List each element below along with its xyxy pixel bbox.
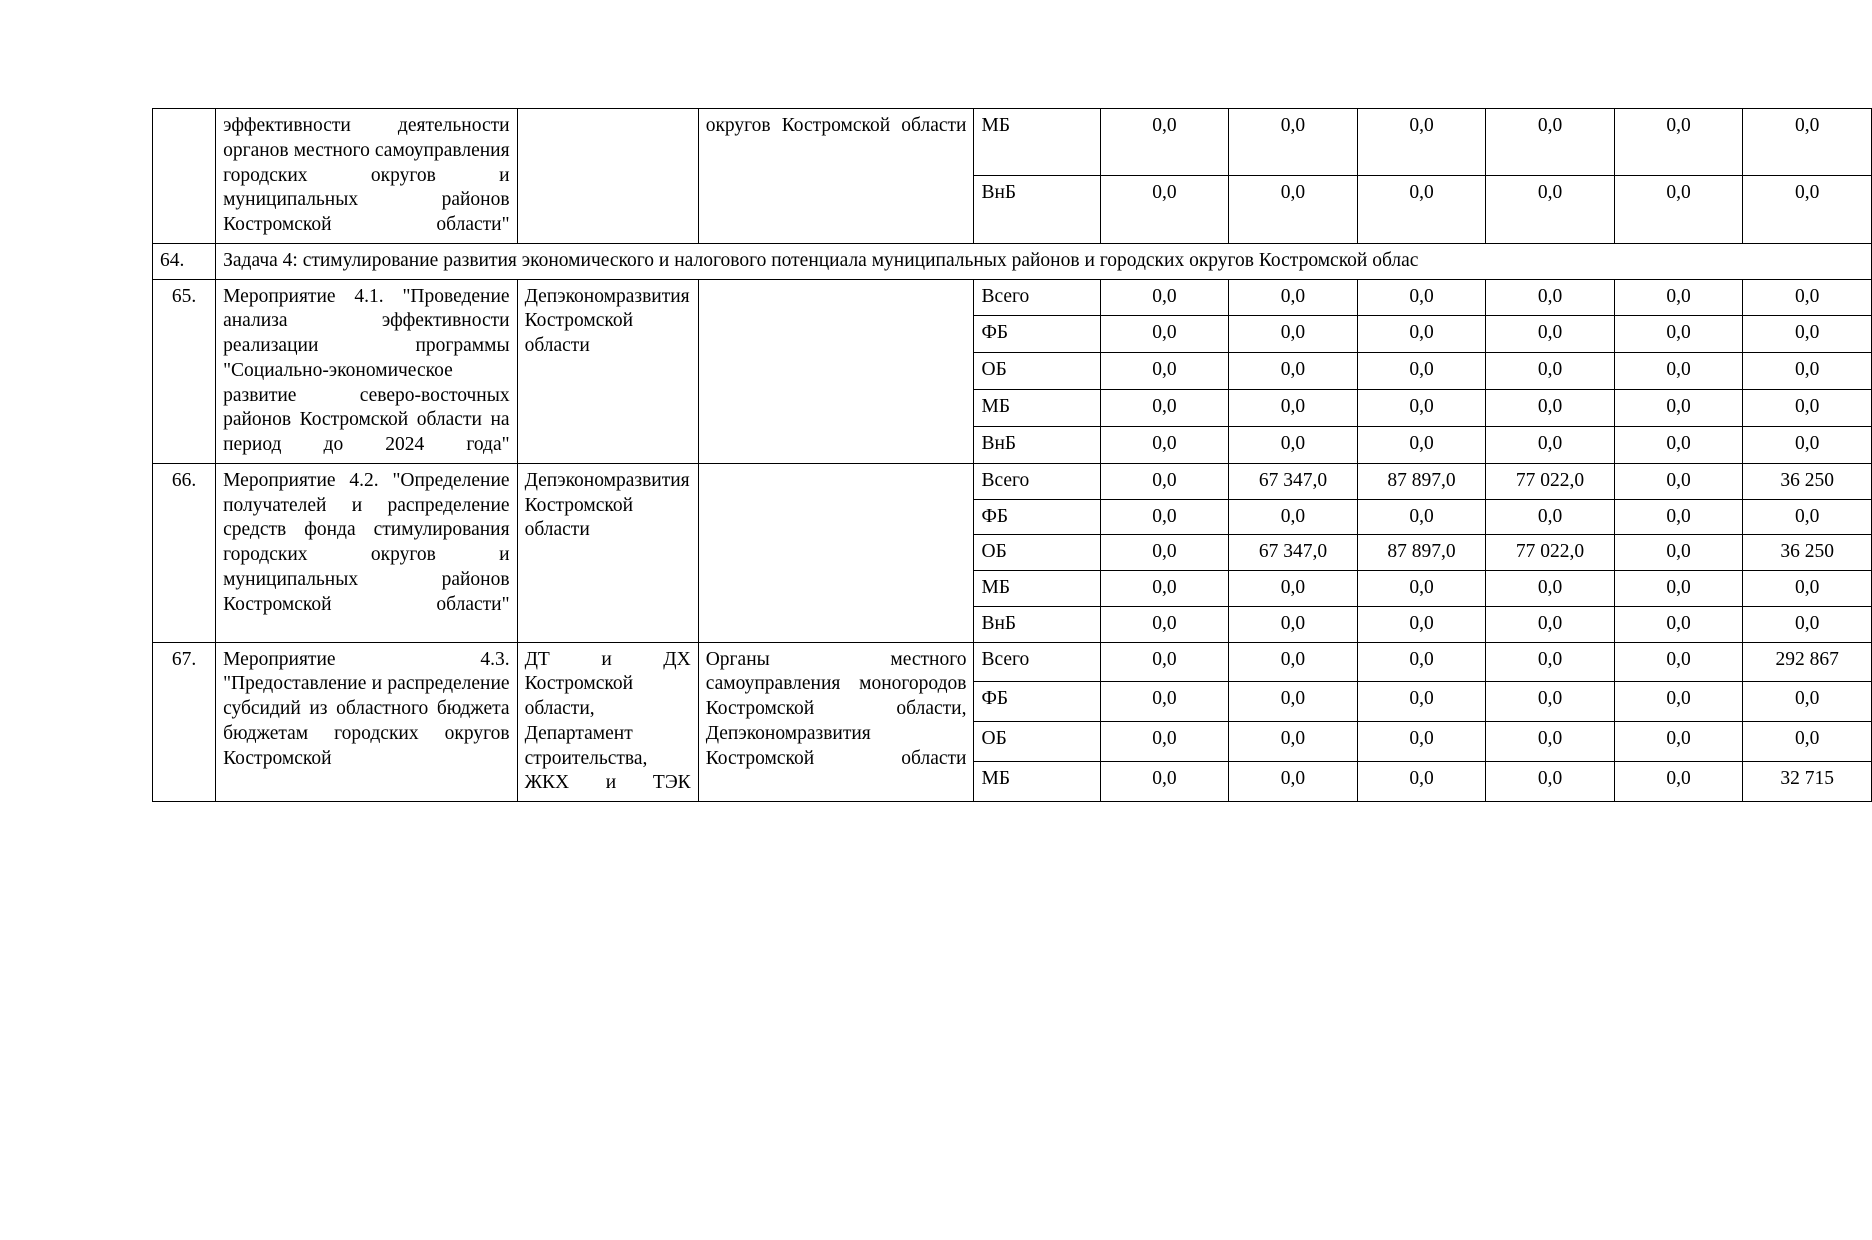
value-cell: 0,0 xyxy=(1229,571,1358,607)
value-cell: 0,0 xyxy=(1229,722,1358,762)
value-cell: 0,0 xyxy=(1100,316,1229,353)
value-cell: 87 897,0 xyxy=(1357,535,1486,571)
value-cell: 0,0 xyxy=(1486,390,1615,427)
value-cell: 67 347,0 xyxy=(1229,463,1358,499)
value-cell: 0,0 xyxy=(1357,762,1486,802)
value-cell: 0,0 xyxy=(1100,109,1229,176)
value-cell: 0,0 xyxy=(1100,535,1229,571)
row-number: 66. xyxy=(153,463,216,642)
value-cell: 0,0 xyxy=(1614,571,1743,607)
value-cell: 0,0 xyxy=(1229,316,1358,353)
value-cell: 0,0 xyxy=(1614,499,1743,535)
value-cell: 36 250 xyxy=(1743,535,1872,571)
value-cell: 0,0 xyxy=(1357,426,1486,463)
value-cell: 0,0 xyxy=(1614,176,1743,243)
value-cell: 0,0 xyxy=(1743,390,1872,427)
value-cell: 0,0 xyxy=(1357,571,1486,607)
table-row xyxy=(153,109,1872,176)
value-cell: 0,0 xyxy=(1357,722,1486,762)
value-cell: 0,0 xyxy=(1100,463,1229,499)
value-cell: 0,0 xyxy=(1614,682,1743,722)
funding-source: ФБ xyxy=(974,316,1100,353)
value-cell: 0,0 xyxy=(1100,762,1229,802)
value-cell: 0,0 xyxy=(1229,682,1358,722)
executor xyxy=(517,109,698,244)
value-cell: 0,0 xyxy=(1229,279,1358,316)
value-cell: 77 022,0 xyxy=(1486,463,1615,499)
value-cell: 0,0 xyxy=(1100,390,1229,427)
value-cell: 0,0 xyxy=(1100,353,1229,390)
value-cell: 0,0 xyxy=(1743,279,1872,316)
funding-source: МБ xyxy=(974,571,1100,607)
value-cell: 0,0 xyxy=(1486,109,1615,176)
value-cell: 0,0 xyxy=(1614,316,1743,353)
value-cell: 0,0 xyxy=(1743,316,1872,353)
value-cell: 0,0 xyxy=(1357,390,1486,427)
table-body xyxy=(153,109,1872,802)
executor: Депэкономразвития Костромской области xyxy=(517,279,698,463)
funding-source: ОБ xyxy=(974,353,1100,390)
funding-source: Всего xyxy=(974,642,1100,682)
value-cell: 0,0 xyxy=(1486,682,1615,722)
value-cell: 0,0 xyxy=(1229,390,1358,427)
value-cell: 0,0 xyxy=(1486,499,1615,535)
funding-source: ВнБ xyxy=(974,606,1100,642)
value-cell: 0,0 xyxy=(1100,571,1229,607)
value-cell: 0,0 xyxy=(1614,109,1743,176)
measure-name: эффективности деятельности органов местного самоуправления городских округов и муниципальных районов Костромской области" xyxy=(216,109,517,244)
value-cell: 0,0 xyxy=(1357,316,1486,353)
funding-source: ФБ xyxy=(974,499,1100,535)
value-cell: 0,0 xyxy=(1486,642,1615,682)
value-cell: 0,0 xyxy=(1357,353,1486,390)
value-cell: 0,0 xyxy=(1229,426,1358,463)
value-cell: 0,0 xyxy=(1486,353,1615,390)
value-cell: 0,0 xyxy=(1614,279,1743,316)
value-cell: 0,0 xyxy=(1614,463,1743,499)
participant xyxy=(698,279,974,463)
value-cell: 0,0 xyxy=(1614,390,1743,427)
funding-source: ОБ xyxy=(974,535,1100,571)
funding-source: Всего xyxy=(974,463,1100,499)
value-cell: 0,0 xyxy=(1486,316,1615,353)
value-cell: 0,0 xyxy=(1100,279,1229,316)
value-cell: 0,0 xyxy=(1357,109,1486,176)
value-cell: 0,0 xyxy=(1614,722,1743,762)
row-number: 65. xyxy=(153,279,216,463)
row-number: 67. xyxy=(153,642,216,802)
value-cell: 0,0 xyxy=(1100,499,1229,535)
value-cell: 0,0 xyxy=(1743,722,1872,762)
value-cell: 0,0 xyxy=(1614,762,1743,802)
task-text: Задача 4: стимулирование развития экономического и налогового потенциала муниципальных районов и городских округов Костромской облас xyxy=(216,243,1872,279)
row-number: 64. xyxy=(153,243,216,279)
measure-name: Мероприятие 4.1. "Проведение анализа эффективности реализации программы "Социально-экономическое развитие северо-восточных районов Костромской области на период до 2024 года" xyxy=(216,279,517,463)
funding-source: МБ xyxy=(974,762,1100,802)
value-cell: 0,0 xyxy=(1357,176,1486,243)
value-cell: 0,0 xyxy=(1743,109,1872,176)
value-cell: 0,0 xyxy=(1743,176,1872,243)
value-cell: 0,0 xyxy=(1614,535,1743,571)
value-cell: 77 022,0 xyxy=(1486,535,1615,571)
value-cell: 32 715 xyxy=(1743,762,1872,802)
value-cell: 292 867 xyxy=(1743,642,1872,682)
value-cell: 0,0 xyxy=(1357,606,1486,642)
value-cell: 0,0 xyxy=(1743,682,1872,722)
value-cell: 0,0 xyxy=(1486,279,1615,316)
value-cell: 87 897,0 xyxy=(1357,463,1486,499)
participant xyxy=(698,463,974,642)
value-cell: 0,0 xyxy=(1486,606,1615,642)
table-row xyxy=(153,642,1872,682)
funding-source: ВнБ xyxy=(974,176,1100,243)
value-cell: 0,0 xyxy=(1229,353,1358,390)
value-cell: 36 250 xyxy=(1743,463,1872,499)
value-cell: 0,0 xyxy=(1486,571,1615,607)
participant: округов Костромской области xyxy=(698,109,974,244)
table-row xyxy=(153,279,1872,316)
funding-source: ОБ xyxy=(974,722,1100,762)
value-cell: 0,0 xyxy=(1357,682,1486,722)
value-cell: 0,0 xyxy=(1486,426,1615,463)
executor: Депэкономразвития Костромской области xyxy=(517,463,698,642)
value-cell: 0,0 xyxy=(1743,606,1872,642)
value-cell: 0,0 xyxy=(1100,682,1229,722)
value-cell: 0,0 xyxy=(1100,606,1229,642)
value-cell: 0,0 xyxy=(1614,606,1743,642)
value-cell: 0,0 xyxy=(1743,426,1872,463)
value-cell: 0,0 xyxy=(1743,571,1872,607)
value-cell: 0,0 xyxy=(1357,642,1486,682)
value-cell: 0,0 xyxy=(1229,606,1358,642)
value-cell: 0,0 xyxy=(1229,499,1358,535)
row-number xyxy=(153,109,216,244)
value-cell: 0,0 xyxy=(1486,722,1615,762)
value-cell: 0,0 xyxy=(1743,353,1872,390)
value-cell: 0,0 xyxy=(1100,642,1229,682)
value-cell: 0,0 xyxy=(1614,353,1743,390)
measure-name: Мероприятие 4.2. "Определение получателей и распределение средств фонда стимулирования городских округов и муниципальных районов Костромской области" xyxy=(216,463,517,642)
funding-source: ВнБ xyxy=(974,426,1100,463)
measure-name: Мероприятие 4.3. "Предоставление и распределение субсидий из областного бюджета бюджетам городских округов Костромской xyxy=(216,642,517,802)
value-cell: 0,0 xyxy=(1229,642,1358,682)
participant: Органы местного самоуправления моногородов Костромской области, Депэкономразвития Костромской области xyxy=(698,642,974,802)
value-cell: 0,0 xyxy=(1100,722,1229,762)
table-row xyxy=(153,463,1872,499)
value-cell: 0,0 xyxy=(1229,176,1358,243)
value-cell: 0,0 xyxy=(1614,642,1743,682)
value-cell: 0,0 xyxy=(1100,426,1229,463)
value-cell: 0,0 xyxy=(1229,109,1358,176)
task-row xyxy=(153,243,1872,279)
value-cell: 0,0 xyxy=(1614,426,1743,463)
value-cell: 0,0 xyxy=(1743,499,1872,535)
value-cell: 0,0 xyxy=(1357,279,1486,316)
executor: ДТ и ДХ Костромской области, Департамент строительства, ЖКХ и ТЭК xyxy=(517,642,698,802)
funding-source: МБ xyxy=(974,109,1100,176)
value-cell: 0,0 xyxy=(1486,762,1615,802)
value-cell: 0,0 xyxy=(1357,499,1486,535)
funding-source: ФБ xyxy=(974,682,1100,722)
funding-source: МБ xyxy=(974,390,1100,427)
budget-table xyxy=(152,108,1872,802)
funding-source: Всего xyxy=(974,279,1100,316)
value-cell: 0,0 xyxy=(1100,176,1229,243)
value-cell: 0,0 xyxy=(1229,762,1358,802)
value-cell: 67 347,0 xyxy=(1229,535,1358,571)
value-cell: 0,0 xyxy=(1486,176,1615,243)
